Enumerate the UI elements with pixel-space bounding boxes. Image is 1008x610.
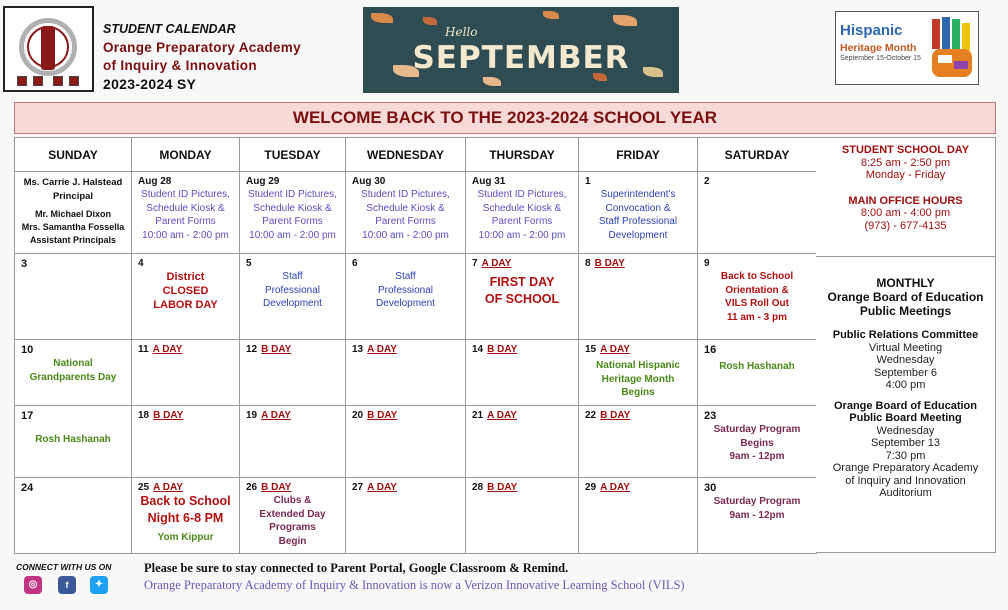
day-number: Aug 31 [472, 176, 506, 187]
office-hours-title: MAIN OFFICE HOURS [848, 194, 963, 207]
event-line: Programs [269, 522, 316, 533]
hispanic-heritage-logo [835, 11, 979, 85]
event-line: Development [608, 229, 668, 241]
day-number: 13 [352, 344, 364, 355]
ab-day-label: A DAY [261, 410, 291, 421]
event-line: Parent Forms [491, 216, 553, 227]
day-number: 2 [704, 176, 710, 187]
event-line: Orientation & [725, 284, 789, 296]
school-logo [3, 6, 94, 92]
board-meeting-line: Orange Preparatory Academy [832, 462, 979, 474]
event-line: Student ID Pictures, [477, 189, 567, 200]
office-phone: (973) - 677-4135 [864, 219, 947, 232]
student-day-time: 8:25 am - 2:50 pm [860, 156, 951, 169]
day-cell-aug-28 [132, 172, 240, 254]
day-number: 20 [352, 410, 364, 421]
event-time: 10:00 am - 2:00 pm [362, 229, 449, 241]
event-line: Schedule Kiosk & [146, 202, 225, 214]
ab-day-label: B DAY [600, 410, 631, 421]
event-line: Back to School [720, 271, 794, 282]
ab-day-label: B DAY [261, 344, 292, 355]
day-number: 5 [246, 258, 252, 269]
footer-notice: Please be sure to stay connected to Parent Portal, Google Classroom & Remind. [144, 561, 569, 575]
event-line: Rosh Hashanah [35, 434, 111, 445]
day-number: 26 [246, 482, 258, 493]
welcome-banner: WELCOME BACK TO THE 2023-2024 SCHOOL YEAR [14, 102, 996, 134]
hhm-dates: September 15-October 15 [840, 55, 921, 62]
ab-day-label: A DAY [153, 482, 183, 493]
hhm-title: Hispanic [840, 22, 903, 39]
event-line: Saturday Program [713, 424, 801, 435]
ab-day-label: B DAY [367, 410, 398, 421]
day-number: 16 [704, 344, 717, 356]
event-line: Back to School [140, 494, 231, 508]
staff-cell [15, 172, 132, 254]
day-cell-sep-4 [132, 254, 240, 340]
event-line: Begins [621, 387, 655, 398]
day-cell-sep-11 [132, 340, 240, 406]
event-time: 10:00 am - 2:00 pm [249, 229, 336, 241]
event-time: 11 am - 3 pm [726, 311, 788, 323]
event-line: Night 6-8 PM [147, 511, 224, 525]
day-cell-sep-6 [346, 254, 466, 340]
day-cell-sep-12 [240, 340, 346, 406]
event-line: District [166, 271, 205, 283]
event-line: National [53, 358, 93, 369]
event-line: Yom Kippur [157, 532, 214, 543]
pr-committee-line: Virtual Meeting [868, 341, 943, 354]
ab-day-label: A DAY [487, 410, 517, 421]
event-line: Parent Forms [262, 216, 323, 227]
pr-committee-line: Wednesday [876, 354, 935, 366]
event-line: CLOSED [162, 285, 209, 297]
day-number: 9 [704, 258, 710, 269]
ab-day-label: A DAY [367, 344, 397, 355]
event-line: Extended Day [259, 508, 326, 520]
event-line: Begins [740, 437, 774, 449]
twitter-icon[interactable]: ✦ [90, 576, 108, 594]
day-cell-sep-19 [240, 406, 346, 478]
day-cell-sep-22 [579, 406, 698, 478]
day-cell-sep-13 [346, 340, 466, 406]
day-number: 4 [138, 258, 144, 269]
day-cell-sep-28 [466, 478, 579, 554]
day-number: 15 [585, 344, 597, 355]
day-cell-sep-25 [132, 478, 240, 554]
pr-committee-title: Public Relations Committee [832, 329, 979, 341]
day-number: 28 [472, 482, 484, 493]
calendar-label: STUDENT CALENDAR [103, 22, 236, 36]
ab-day-label: A DAY [600, 482, 630, 493]
footer-vils-note: Orange Preparatory Academy of Inquiry & Innovation is now a Verizon Innovative Learning School (VILS) [144, 578, 685, 592]
flag-hand-icon [928, 15, 976, 81]
ab-day-label: A DAY [600, 344, 630, 355]
event-line: Schedule Kiosk & [253, 202, 332, 214]
day-number: 23 [704, 410, 717, 422]
weekday-friday: FRIDAY [579, 138, 698, 172]
event-time: 10:00 am - 2:00 pm [478, 229, 566, 241]
day-cell-sep-3 [15, 254, 132, 340]
day-number: 25 [138, 482, 150, 493]
week-row-5 [15, 478, 817, 554]
weekday-header-row [15, 138, 817, 172]
event-line: Development [376, 298, 435, 309]
day-number: 19 [246, 410, 258, 421]
day-cell-sep-16 [698, 340, 817, 406]
event-time: 9am - 12pm [729, 509, 785, 521]
day-number: Aug 29 [246, 176, 280, 187]
day-cell-sep-7 [466, 254, 579, 340]
day-cell-sep-18 [132, 406, 240, 478]
day-number: 10 [21, 344, 34, 356]
day-number: 6 [352, 258, 358, 269]
school-name-line2: of Inquiry & Innovation [103, 58, 257, 73]
day-number: 12 [246, 344, 258, 355]
ab-day-label: B DAY [487, 482, 518, 493]
monthly-meetings: Public Meetings [859, 304, 952, 318]
weekday-wednesday: WEDNESDAY [346, 138, 466, 172]
day-cell-sep-21 [466, 406, 579, 478]
day-cell-sep-27 [346, 478, 466, 554]
event-line: Staff [282, 271, 303, 282]
event-line: Student ID Pictures, [248, 189, 337, 200]
day-cell-sep-9 [698, 254, 817, 340]
event-line: Development [263, 298, 322, 309]
day-cell-sep-17 [15, 406, 132, 478]
ab-day-label: A DAY [367, 482, 397, 493]
event-line: Staff [395, 271, 416, 282]
event-line: Student ID Pictures, [361, 189, 450, 200]
event-line: Clubs & [273, 495, 312, 506]
day-number: 30 [704, 482, 717, 494]
event-line: FIRST DAY [489, 275, 555, 289]
ab-day-label: A DAY [481, 258, 512, 269]
day-number: 7 [472, 258, 478, 269]
monthly-title: MONTHLY [876, 276, 935, 290]
day-cell-aug-31 [466, 172, 579, 254]
event-line: Student ID Pictures, [141, 189, 230, 200]
weekday-tuesday: TUESDAY [240, 138, 346, 172]
ap-name-2: Mrs. Samantha Fossella [21, 222, 125, 232]
ap-name-1: Mr. Michael Dixon [34, 209, 112, 219]
ab-day-label: A DAY [152, 344, 183, 355]
school-name-line1: Orange Preparatory Academy [103, 40, 301, 55]
day-number: 11 [138, 344, 149, 355]
event-line: Schedule Kiosk & [482, 202, 562, 214]
day-number: 8 [585, 258, 591, 269]
board-meeting-line: 7:30 pm [885, 449, 926, 462]
day-number: 1 [585, 176, 591, 187]
event-line: Professional [264, 284, 321, 296]
day-cell-sep-1 [579, 172, 698, 254]
event-line: Parent Forms [375, 216, 436, 227]
day-number: 27 [352, 482, 364, 493]
week-row-4 [15, 406, 817, 478]
event-line: Superintendent's [600, 189, 676, 200]
event-line: Rosh Hashanah [719, 361, 795, 372]
weekday-saturday: SATURDAY [698, 138, 817, 172]
event-line: Convocation & [605, 202, 671, 214]
ap-title: Assistant Principals [29, 235, 117, 245]
hhm-subtitle: Heritage Month [840, 42, 917, 54]
banner-month: SEPTEMBER [412, 40, 630, 76]
day-cell-sep-30 [698, 478, 817, 554]
day-number: 18 [138, 410, 150, 421]
student-day-days: Monday - Friday [865, 169, 946, 181]
week-row-1 [15, 172, 817, 254]
board-meeting-line: of Inquiry and Innovation [845, 474, 966, 487]
event-line: OF SCHOOL [484, 292, 560, 306]
day-number: 29 [585, 482, 597, 493]
student-day-title: STUDENT SCHOOL DAY [841, 144, 970, 156]
september-banner [363, 7, 679, 93]
week-row-3 [15, 340, 817, 406]
info-side-panel [816, 137, 996, 553]
event-line: National Hispanic [596, 360, 680, 371]
monthly-board: Orange Board of Education [827, 290, 984, 304]
ab-day-label: B DAY [153, 410, 184, 421]
instagram-icon[interactable]: ◎ [24, 576, 42, 594]
weekday-monday: MONDAY [132, 138, 240, 172]
event-line: Professional [377, 284, 434, 296]
board-meeting-line: Wednesday [876, 424, 935, 437]
day-cell-sep-8 [579, 254, 698, 340]
day-number: Aug 30 [352, 176, 386, 187]
principal-name: Ms. Carrie J. Halstead [23, 177, 123, 188]
day-cell-sep-23 [698, 406, 817, 478]
week-row-2 [15, 254, 817, 340]
board-meeting-line: Auditorium [879, 487, 932, 499]
day-cell-aug-30 [346, 172, 466, 254]
event-line: Staff Professional [598, 216, 678, 227]
day-cell-sep-15 [579, 340, 698, 406]
pr-committee-line: 4:00 pm [885, 379, 926, 391]
day-cell-sep-20 [346, 406, 466, 478]
board-meeting-title: Orange Board of Education [833, 399, 977, 412]
office-hours-time: 8:00 am - 4:00 pm [860, 207, 951, 219]
day-number: 14 [472, 344, 484, 355]
event-line: Schedule Kiosk & [366, 202, 445, 214]
connect-label: CONNECT WITH US ON [16, 562, 112, 572]
event-line: VILS Roll Out [725, 298, 789, 309]
ab-day-label: B DAY [487, 344, 518, 355]
school-year: 2023-2024 SY [103, 76, 197, 92]
event-line: Begin [278, 535, 307, 547]
day-cell-sep-5 [240, 254, 346, 340]
day-number: 24 [21, 482, 34, 494]
day-cell-sep-24 [15, 478, 132, 554]
event-line: Heritage Month [601, 373, 675, 385]
day-cell-sep-14 [466, 340, 579, 406]
day-cell-sep-2 [698, 172, 817, 254]
day-cell-sep-10 [15, 340, 132, 406]
day-number: 22 [585, 410, 597, 421]
event-time: 9am - 12pm [729, 451, 785, 462]
day-cell-sep-26 [240, 478, 346, 554]
day-cell-aug-29 [240, 172, 346, 254]
calendar-grid [14, 137, 817, 554]
event-line: Parent Forms [155, 216, 216, 227]
weekday-sunday: SUNDAY [15, 138, 132, 172]
day-cell-sep-29 [579, 478, 698, 554]
event-time: 10:00 am - 2:00 pm [142, 229, 229, 241]
event-line: Grandparents Day [29, 371, 117, 383]
event-line: Saturday Program [713, 496, 801, 507]
board-meeting-subtitle: Public Board Meeting [849, 412, 962, 424]
weekday-thursday: THURSDAY [466, 138, 579, 172]
board-meeting-line: September 13 [870, 437, 941, 449]
pr-committee-line: September 6 [874, 366, 937, 379]
ab-day-label: B DAY [261, 482, 292, 493]
banner-hello: Hello [445, 25, 478, 39]
day-number: 3 [21, 258, 28, 270]
day-number: Aug 28 [138, 176, 172, 187]
day-number: 17 [21, 410, 34, 422]
day-number: 21 [472, 410, 484, 421]
ab-day-label: B DAY [594, 258, 625, 269]
event-line: LABOR DAY [153, 299, 218, 311]
principal-title: Principal [52, 191, 94, 202]
facebook-icon[interactable]: f [58, 576, 76, 594]
